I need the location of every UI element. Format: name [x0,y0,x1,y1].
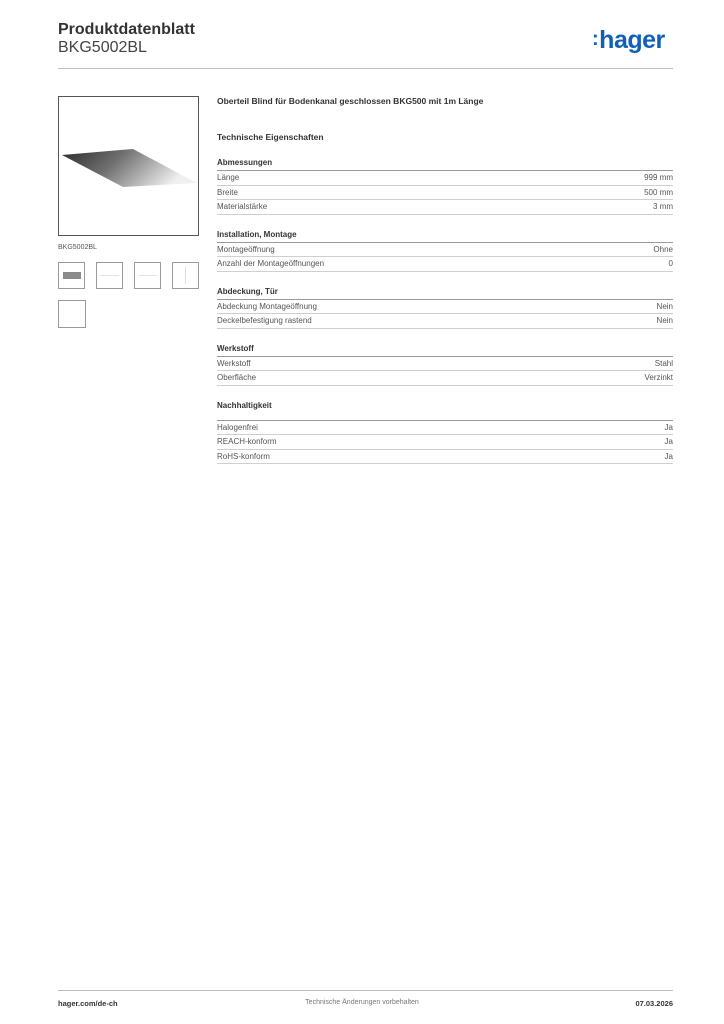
spec-row [217,257,673,272]
thumbnail-1[interactable] [58,262,85,289]
group-title: Werkstoff [217,343,673,357]
spec-label: Abdeckung Montageöffnung [217,301,317,311]
spec-row [217,186,673,201]
footer-divider [58,990,673,991]
group-title: Abdeckung, Tür [217,286,673,300]
header-divider [58,68,673,69]
spec-row [217,357,673,372]
spec-label: Halogenfrei [217,422,258,432]
spec-value: Nein [656,301,673,311]
spec-value: 0 [668,259,673,268]
spec-value: Ohne [653,244,673,254]
spec-value: Verzinkt [644,373,673,382]
product-thumb-icon [59,263,84,288]
document-title: Produktdatenblatt [58,21,195,38]
spec-row [217,450,673,465]
spec-row [217,200,673,215]
website-link[interactable]: hager.com/de-ch [58,999,118,1008]
spec-label: Breite [217,187,238,197]
thumbnail-2[interactable] [96,262,123,289]
drawing-thumb-icon [97,263,122,288]
product-render-icon [59,97,198,235]
specifications-panel [217,95,673,464]
spec-value: Stahl [654,358,673,368]
spec-value: Nein [656,316,673,325]
product-image[interactable] [58,96,199,236]
spec-row [217,243,673,258]
spec-rows [217,420,673,465]
spec-label: Deckelbefestigung rastend [217,316,312,325]
thumbnail-3[interactable] [134,262,161,289]
spec-label: Oberfläche [217,373,257,382]
spec-group-nachhaltigkeit [217,400,673,465]
spec-group-werkstoff [217,343,673,386]
spec-label: RoHS-konform [217,451,270,461]
drawing-thumb-icon [173,263,198,288]
group-title: Installation, Montage [217,229,673,243]
spec-group-abdeckung [217,286,673,329]
thumbnail-4[interactable] [172,262,199,289]
group-title: Abmessungen [217,157,673,171]
spec-group-installation [217,229,673,272]
product-code: BKG5002BL [58,39,147,56]
spec-label: Anzahl der Montageöffnungen [217,259,325,268]
spec-row [217,300,673,315]
spec-label: REACH-konform [217,437,277,446]
spec-row [217,435,673,450]
group-title: Nachhaltigkeit [217,400,272,410]
spec-row [217,421,673,436]
spec-label: Werkstoff [217,358,251,368]
spec-value: 3 mm [653,202,673,211]
spec-value: Ja [664,451,673,461]
document-date: 07.03.2026 [635,999,673,1008]
thumbnail-5[interactable] [58,300,86,328]
spec-value: Ja [664,422,673,432]
logo-text: hager [599,26,665,54]
spec-row [217,371,673,386]
spec-row [217,314,673,329]
spec-row [217,171,673,186]
spec-value: 500 mm [644,187,673,197]
spec-label: Länge [217,173,240,182]
drawing-thumb-icon [135,263,160,288]
spec-group-abmessungen [217,157,673,215]
spec-label: Materialstärke [217,202,268,211]
spec-value: Ja [664,437,673,446]
spec-value: 999 mm [644,173,673,182]
spec-label: Montageöffnung [217,244,275,254]
footer-notice: Technische Änderungen vorbehalten [305,999,419,1006]
image-caption: BKG5002BL [58,244,97,251]
product-description: Oberteil Blind für Bodenkanal geschlossen BKG500 mit 1m Länge [217,96,484,106]
hager-logo: :hager [592,26,665,54]
section-heading: Technische Eigenschaften [217,132,324,142]
